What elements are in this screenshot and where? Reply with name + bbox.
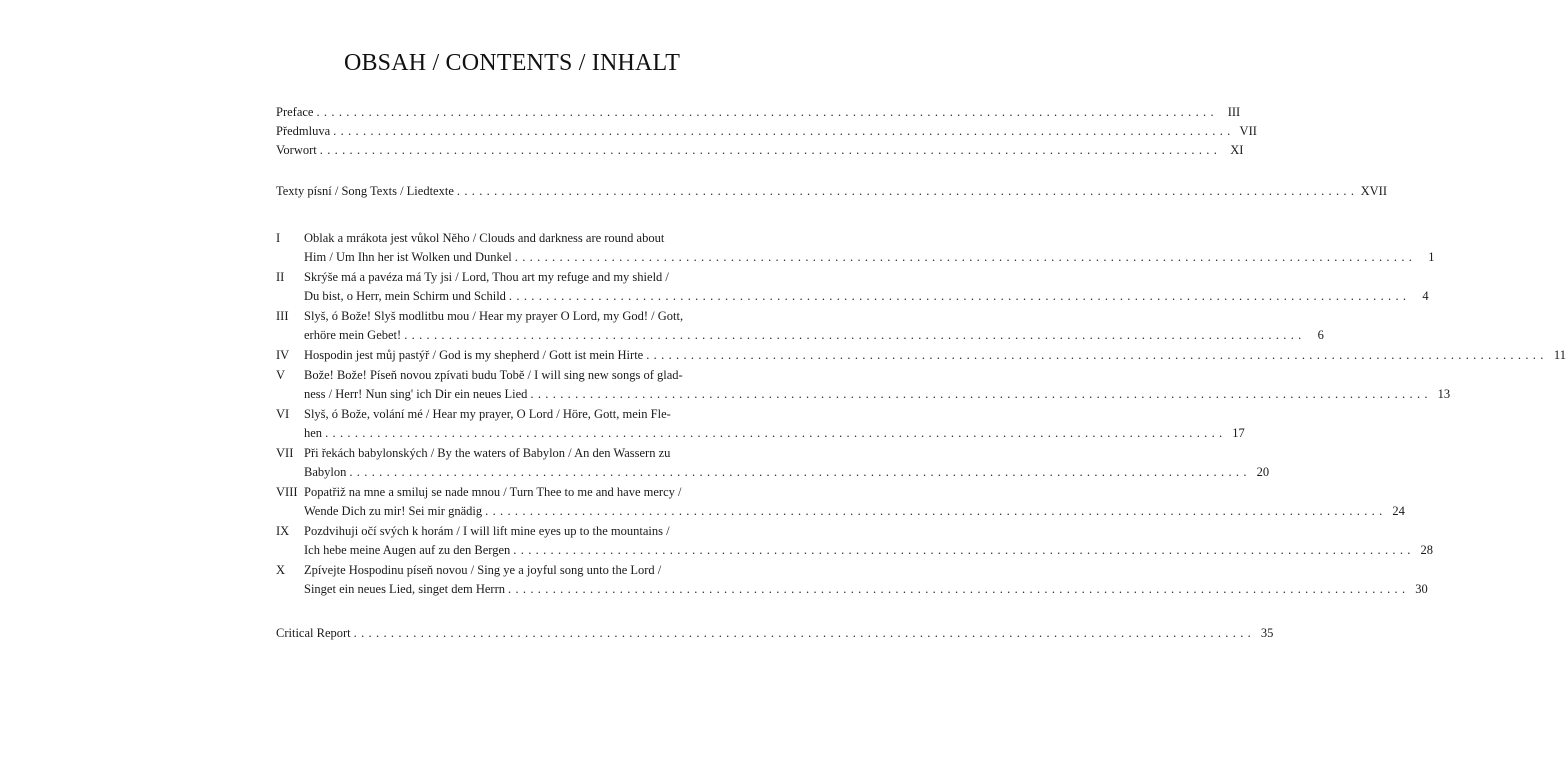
toc-entry-song[interactable] <box>276 229 1435 267</box>
toc-entry-song[interactable] <box>276 483 1405 521</box>
toc-entry-critical-report[interactable] <box>276 624 1274 643</box>
song-title-line1: Při řekách babylonských / By the waters of Babylon / An den Wassern zu <box>304 446 671 460</box>
toc-entry-vorwort[interactable] <box>276 141 1244 160</box>
entry-page: 20 <box>1256 465 1270 479</box>
song-number: VII <box>276 446 294 460</box>
song-number: IV <box>276 348 290 362</box>
song-title-block <box>304 268 1429 306</box>
dot-leader <box>515 248 1413 267</box>
toc-entry-song-texts[interactable] <box>276 182 1387 201</box>
entry-page: 11 <box>1553 348 1566 362</box>
song-number: VIII <box>276 485 298 499</box>
dot-leader <box>404 326 1302 345</box>
song-title-line1: Popatřiž na mne a smiluj se nade mnou / Turn Thee to me and have mercy / <box>304 485 682 499</box>
entry-page: III <box>1227 105 1241 119</box>
toc-entry-song[interactable] <box>276 268 1429 306</box>
toc-entry-song[interactable] <box>276 307 1324 345</box>
song-title-block <box>304 444 1269 482</box>
entry-page: 24 <box>1392 504 1405 518</box>
dot-leader <box>509 287 1407 306</box>
entry-page: XVII <box>1360 184 1387 198</box>
song-title-line2: hen <box>304 426 323 440</box>
entry-page: VII <box>1239 124 1257 138</box>
entry-page: 13 <box>1437 387 1451 401</box>
entry-page: 28 <box>1420 543 1434 557</box>
song-title-line1: Slyš, ó Bože, volání mé / Hear my prayer, O Lord / Höre, Gott, mein Fle- <box>304 407 671 421</box>
toc-entry-song[interactable] <box>276 561 1428 599</box>
toc-entry-song[interactable] <box>276 405 1245 443</box>
song-title-block <box>304 405 1245 443</box>
song-title-line1: Hospodin jest můj pastýř / God is my shepherd / Gott ist mein Hirte <box>304 348 644 362</box>
dot-leader <box>485 502 1383 521</box>
entry-page: 6 <box>1317 328 1324 342</box>
song-title-line2: Ich hebe meine Augen auf zu den Bergen <box>304 543 511 557</box>
table-of-contents <box>276 103 1566 643</box>
entry-label: Texty písní / Song Texts / Liedtexte <box>276 184 454 198</box>
song-number: V <box>276 368 286 382</box>
entry-label: Preface <box>276 105 314 119</box>
song-number: VI <box>276 407 290 421</box>
dot-leader <box>354 624 1252 643</box>
entry-page: 1 <box>1428 250 1435 264</box>
entry-label: Vorwort <box>276 143 317 157</box>
song-number: III <box>276 309 289 323</box>
song-title-line1: Pozdvihuji očí svých k horám / I will lift mine eyes up to the mountains / <box>304 524 670 538</box>
entry-page: 30 <box>1415 582 1428 596</box>
song-title-line2: Babylon <box>304 465 347 479</box>
entry-page: 17 <box>1232 426 1245 440</box>
toc-entry-song[interactable] <box>276 346 1566 365</box>
dot-leader <box>457 182 1355 201</box>
song-title-block <box>304 366 1450 404</box>
song-number: IX <box>276 524 290 538</box>
song-number: X <box>276 563 286 577</box>
song-title-block <box>304 229 1435 267</box>
song-title-line2: Du bist, o Herr, mein Schirm und Schild <box>304 289 506 303</box>
toc-entry-song[interactable] <box>276 522 1434 560</box>
song-title-block <box>304 483 1405 521</box>
toc-entry-song[interactable] <box>276 444 1270 482</box>
song-title-block <box>304 522 1433 560</box>
song-title-line2: Wende Dich zu mir! Sei mir gnädig <box>304 504 483 518</box>
entry-label: Předmluva <box>276 124 331 138</box>
dot-leader <box>508 580 1406 599</box>
song-title-line1: Zpívejte Hospodinu píseň novou / Sing ye a joyful song unto the Lord / <box>304 563 662 577</box>
song-title-line2: Singet ein neues Lied, singet dem Herrn <box>304 582 505 596</box>
song-title-block <box>304 346 1566 365</box>
dot-leader <box>646 346 1544 365</box>
dot-leader <box>316 103 1214 122</box>
entry-page: XI <box>1230 143 1244 157</box>
dot-leader <box>333 122 1231 141</box>
dot-leader <box>320 141 1218 160</box>
front-matter-list <box>276 103 1257 160</box>
song-title-line1: Oblak a mrákota jest vůkol Něho / Clouds and darkness are round about <box>304 231 665 245</box>
dot-leader <box>530 385 1428 404</box>
toc-entry-song[interactable] <box>276 366 1451 404</box>
song-title-line2: Him / Um Ihn her ist Wolken und Dunkel <box>304 250 512 264</box>
song-title-block <box>304 307 1324 345</box>
dot-leader <box>513 541 1411 560</box>
song-title-line2: ness / Herr! Nun sing' ich Dir ein neues Lied <box>304 387 528 401</box>
songs-list <box>276 229 1566 599</box>
song-title-line2: erhöre mein Gebet! <box>304 328 402 342</box>
song-title-line1: Bože! Bože! Píseň novou zpívati budu Tobě / I will sing new songs of glad- <box>304 368 683 382</box>
dot-leader <box>325 424 1223 443</box>
entry-label: Critical Report <box>276 626 351 640</box>
song-title-line1: Skrýše má a pavéza má Ty jsi / Lord, Thou art my refuge and my shield / <box>304 270 669 284</box>
song-number: II <box>276 270 285 284</box>
song-title-block <box>304 561 1428 599</box>
entry-page: 35 <box>1260 626 1274 640</box>
page-title: OBSAH / CONTENTS / INHALT <box>343 50 681 76</box>
entry-page: 4 <box>1422 289 1429 303</box>
toc-entry-predmluva[interactable] <box>276 122 1257 141</box>
toc-entry-preface[interactable] <box>276 103 1241 122</box>
dot-leader <box>349 463 1247 482</box>
song-number: I <box>276 231 281 245</box>
song-title-line1: Slyš, ó Bože! Slyš modlitbu mou / Hear my prayer O Lord, my God! / Gott, <box>304 309 684 323</box>
